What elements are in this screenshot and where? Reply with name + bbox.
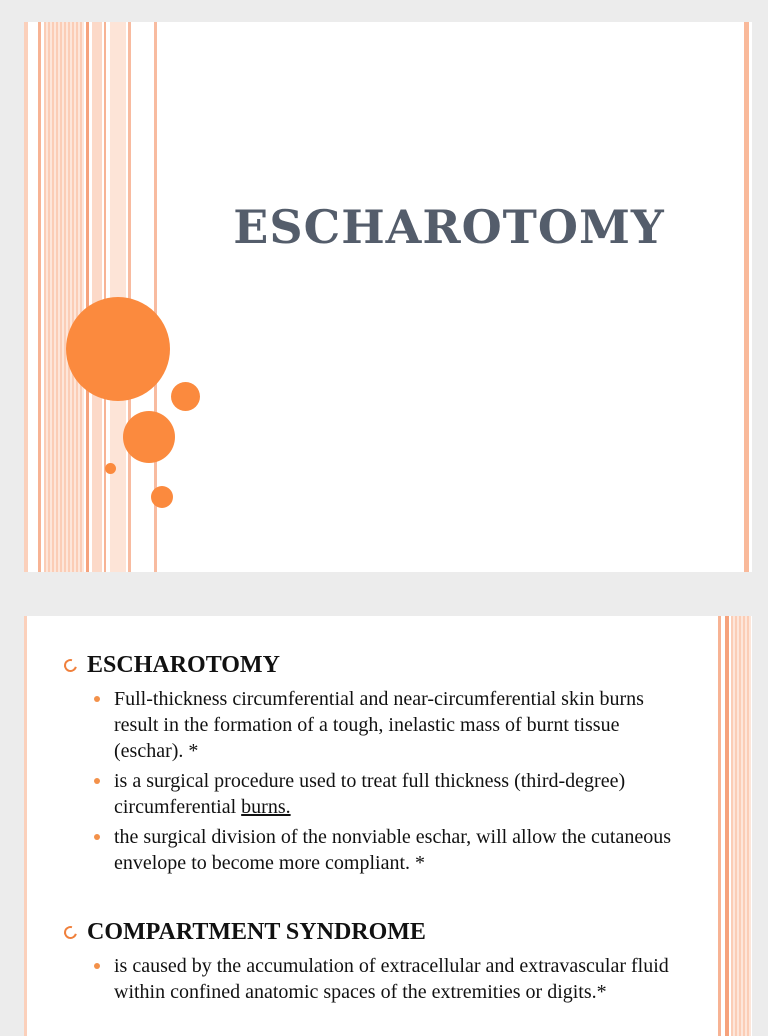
small-circle-decoration-2 xyxy=(151,486,173,508)
list-item: is caused by the accumulation of extracellular and extravascular fluid within confined anatomic spaces of the extremities or digits.* xyxy=(92,953,692,1005)
burns-link[interactable]: burns. xyxy=(241,796,291,818)
tiny-circle-decoration xyxy=(105,463,116,474)
left-stripe xyxy=(24,616,27,1036)
bullet-dot-icon xyxy=(94,963,100,969)
ring-bullet-icon xyxy=(62,657,80,675)
right-stripe xyxy=(744,22,749,572)
ring-bullet-icon xyxy=(62,924,80,942)
bullet-dot-icon xyxy=(94,696,100,702)
large-circle-decoration xyxy=(66,297,170,401)
small-circle-decoration xyxy=(171,382,200,411)
list-item: the surgical division of the nonviable eschar, will allow the cutaneous envelope to become more compliant. * xyxy=(92,824,692,876)
decorative-stripe-band xyxy=(24,22,158,572)
bullet-dot-icon xyxy=(94,778,100,784)
section-heading-compartment-syndrome: COMPARTMENT SYNDROME xyxy=(64,919,426,946)
title-slide xyxy=(24,22,752,572)
list-item: Full-thickness circumferential and near-circumferential skin burns result in the formation of a tough, inelastic mass of burnt tissue (eschar). * xyxy=(92,686,692,764)
compartment-bullet-list xyxy=(92,953,692,1009)
medium-circle-decoration xyxy=(123,411,175,463)
slide-title: ESCHAROTOMY xyxy=(233,200,665,254)
right-stripe-band xyxy=(718,616,721,1036)
bullet-dot-icon xyxy=(94,834,100,840)
escharotomy-bullet-list xyxy=(92,686,692,880)
content-slide xyxy=(24,616,752,1036)
section-heading-escharotomy: ESCHAROTOMY xyxy=(64,652,280,679)
list-item: is a surgical procedure used to treat full thickness (third-degree) circumferential burns. xyxy=(92,768,692,820)
